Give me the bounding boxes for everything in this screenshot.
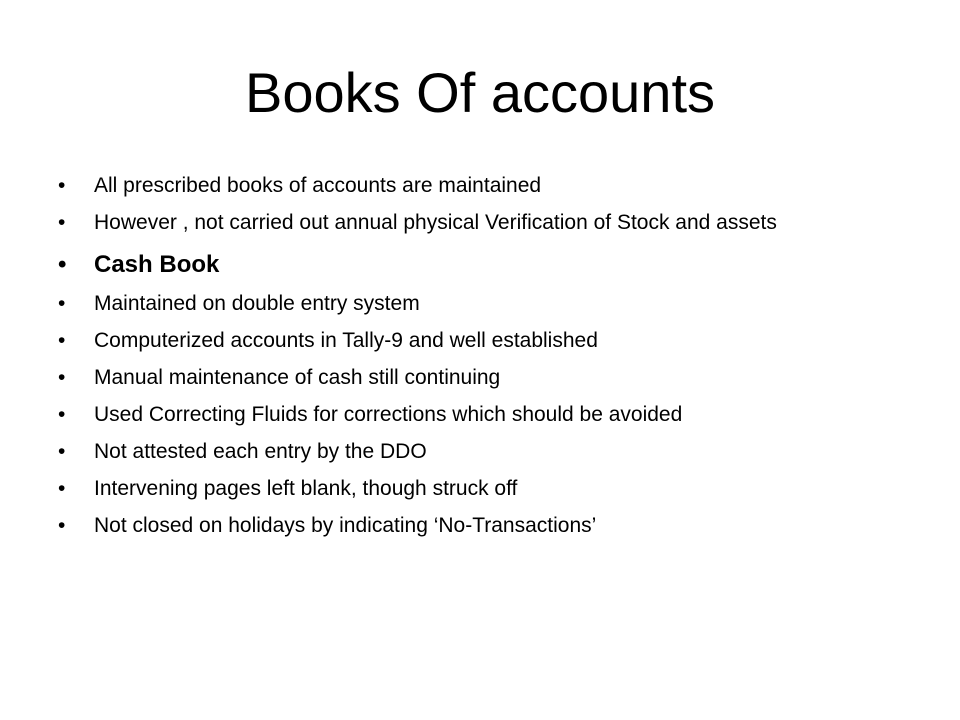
bullet-dot-icon: • [58, 329, 66, 352]
bullet-dot-icon: • [58, 251, 67, 278]
bullet-item [58, 401, 878, 428]
bullet-dot-icon: • [58, 211, 66, 234]
bullet-text: Not closed on holidays by indicating ‘No-Transactions’ [94, 514, 597, 537]
bullet-text: Manual maintenance of cash still continuing [94, 366, 501, 389]
bullet-dot-icon: • [58, 174, 66, 197]
bullet-dot-icon: • [58, 292, 66, 315]
bullet-dot-icon: • [58, 514, 66, 537]
bullet-text: Intervening pages left blank, though struck off [94, 477, 518, 500]
bullet-list [58, 172, 878, 549]
bullet-item [58, 327, 878, 354]
slide-title: Books Of accounts [244, 61, 715, 124]
bullet-text: Maintained on double entry system [94, 292, 420, 315]
bullet-dot-icon: • [58, 477, 66, 500]
bullet-heading-item [58, 250, 878, 280]
bullet-heading-text: Cash Book [94, 251, 220, 278]
bullet-item [58, 209, 878, 236]
bullet-text: Used Correcting Fluids for corrections which should be avoided [94, 403, 683, 426]
bullet-dot-icon: • [58, 403, 66, 426]
bullet-text: However , not carried out annual physical Verification of Stock and assets [94, 211, 777, 234]
bullet-text: Not attested each entry by the DDO [94, 440, 427, 463]
bullet-dot-icon: • [58, 440, 66, 463]
bullet-item [58, 364, 878, 391]
bullet-item [58, 512, 878, 539]
bullet-item [58, 290, 878, 317]
bullet-item [58, 172, 878, 199]
bullet-dot-icon: • [58, 366, 66, 389]
bullet-item [58, 438, 878, 465]
bullet-text: All prescribed books of accounts are maintained [94, 174, 542, 197]
bullet-item [58, 475, 878, 502]
bullet-text: Computerized accounts in Tally-9 and well established [94, 329, 598, 352]
